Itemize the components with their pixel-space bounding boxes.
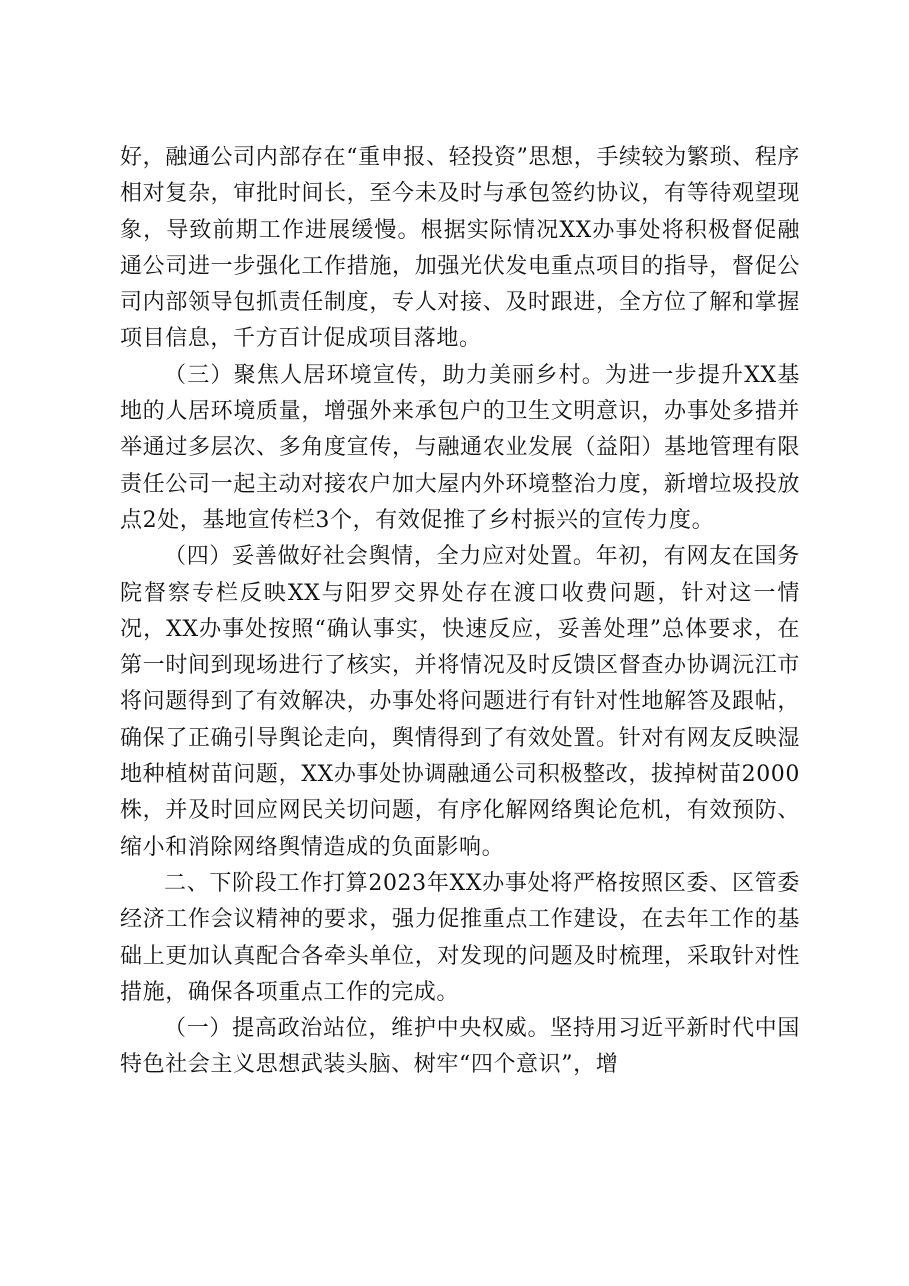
- paragraph-section-one: （一）提高政治站位，维护中央权威。坚持用习近平新时代中国特色社会主义思想武装头脑、树牢“四个意识”，增: [120, 1016, 800, 1078]
- paragraph-continuation: 好，融通公司内部存在“重申报、轻投资”思想，手续较为繁琐、程序相对复杂，审批时间长，至今未及时与承包签约协议，有等待观望现象，导致前期工作进展缓慢。根据实际情况XX办事处将积极督促融通公司进一步强化工作措施，加强光伏发电重点项目的指导，督促公司内部领导包抓责任制度，专人对接、及时跟进，全方位了解和掌握项目信息，千方百计促成项目落地。: [120, 145, 800, 352]
- paragraph-section-three: （三）聚焦人居环境宣传，助力美丽乡村。为进一步提升XX基地的人居环境质量，增强外来承包户的卫生文明意识，办事处多措并举通过多层次、多角度宣传，与融通农业发展（益阳）基地管理有限责任公司一起主动对接农户加大屋内外环境整治力度，新增垃圾投放点2处，基地宣传栏3个，有效促推了乡村振兴的宣传力度。: [120, 362, 800, 533]
- paragraph-section-four: （四）妥善做好社会舆情，全力应对处置。年初，有网友在国务院督察专栏反映XX与阳罗交界处存在渡口收费问题，针对这一情况，XX办事处按照“确认事实，快速反应，妥善处理”总体要求，在第一时间到现场进行了核实，并将情况及时反馈区督查办协调沅江市将问题得到了有效解决，办事处将问题进行有针对性地解答及跟帖，确保了正确引导舆论走向，舆情得到了有效处置。针对有网友反映湿地种植树苗问题，XX办事处协调融通公司积极整改，拔掉树苗2000株，并及时回应网民关切问题，有序化解网络舆论危机，有效预防、缩小和消除网络舆情造成的负面影响。: [120, 544, 800, 860]
- paragraph-next-stage-plan: 二、下阶段工作打算2023年XX办事处将严格按照区委、区管委经济工作会议精神的要求，强力促推重点工作建设，在去年工作的基础上更加认真配合各牵头单位，对发现的问题及时梳理，采取针对性措施，确保各项重点工作的完成。: [120, 870, 800, 1005]
- document-page: [120, 140, 800, 1084]
